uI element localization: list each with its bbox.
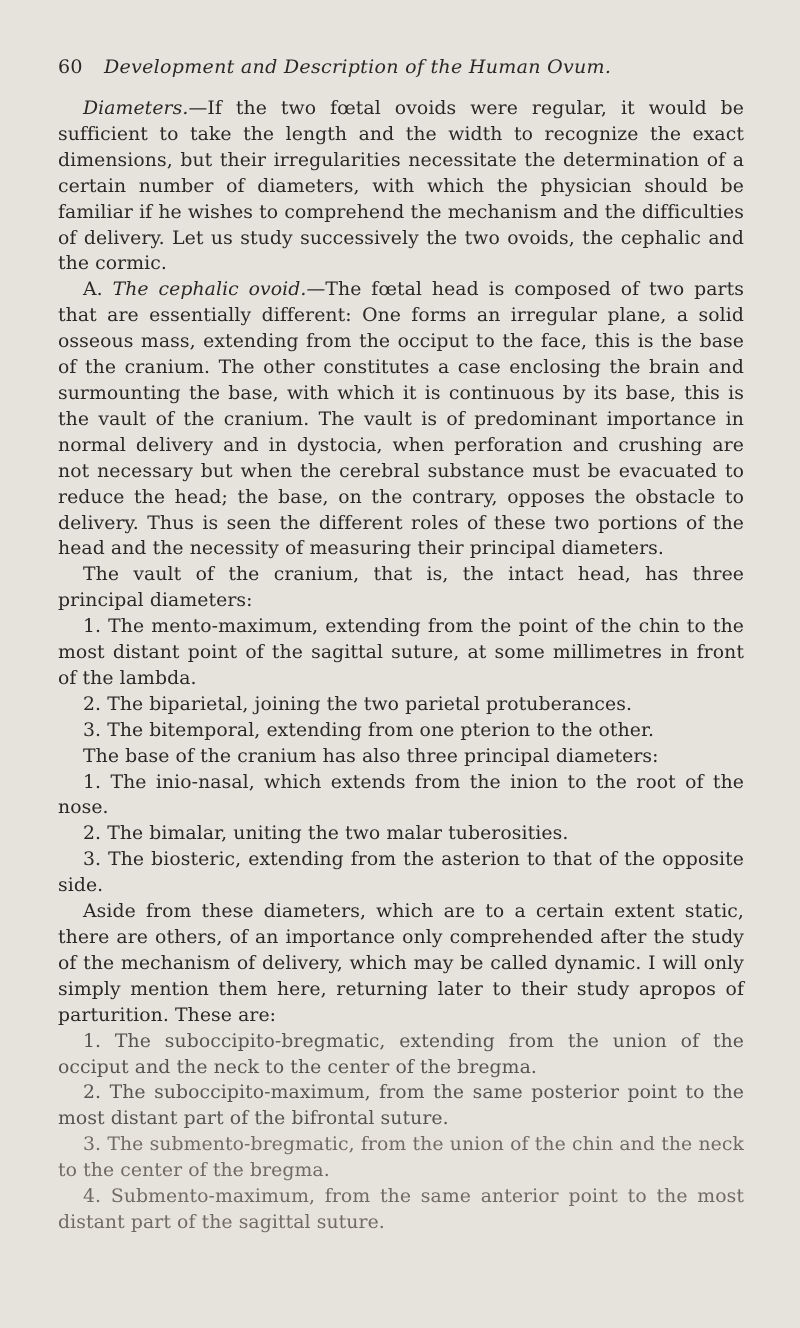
paragraph-dynamic-diameters: Aside from these diameters, which are to a certain extent static, there are others, of an importance only comprehended after the study of the mechanism of delivery, which may be called dynamic. I will only simply mention them here, returning later to their study apropos of parturition. These are: (58, 901, 744, 1026)
list-item: 1. The suboccipito-bregmatic, extending from the union of the occiput and the neck to the center of the bregma. (58, 1030, 744, 1078)
paragraph-vault-intro: The vault of the cranium, that is, the intact head, has three principal diameters: (58, 564, 744, 612)
list-item: 3. The bitemporal, extending from one pterion to the other. (83, 719, 655, 741)
list-item: 2. The suboccipito-maximum, from the same posterior point to the most distant part of the bifrontal suture. (58, 1082, 744, 1130)
paragraph-cephalic-ovoid (58, 277, 744, 562)
paragraph-diameters (58, 96, 744, 277)
paragraph-lead: Diameters. (83, 98, 189, 119)
list-item: 2. The bimalar, uniting the two malar tuberosities. (83, 823, 569, 845)
running-title: Development and Description of the Human Ovum. (104, 56, 612, 78)
running-head (58, 56, 744, 92)
page-body (58, 96, 744, 1236)
paragraph-base-intro: The base of the cranium has also three principal diameters: (83, 745, 659, 767)
paragraph-text: —The fœtal head is composed of two parts that are essentially different: One forms an irregular plane, a solid osseous mass, extending from the occiput to the face, this is the base of the cranium. The other constitutes a case enclosing the brain and surmounting the base, with which it is continuous by its base, this is the vault of the cranium. The vault is of predominant importance in normal delivery and in dystocia, when perforation and crushing are not necessary but when the cerebral substance must be evacuated to reduce the head; the base, on the contrary, opposes the obstacle to delivery. Thus is seen the different roles of these two portions of the head and the necessity of measuring their principal diameters. (58, 279, 744, 560)
paragraph-prefix: A. (83, 279, 113, 301)
list-item: 1. The mento-maximum, extending from the point of the chin to the most distant point of the sagittal suture, at some millimetres in front of the lambda. (58, 616, 744, 689)
list-item: 4. Submento-maximum, from the same anterior point to the most distant part of the sagittal suture. (58, 1186, 744, 1233)
list-item: 3. The submento-bregmatic, from the union of the chin and the neck to the center of the bregma. (58, 1134, 744, 1182)
list-item: 2. The biparietal, joining the two parietal protuberances. (83, 693, 633, 715)
paragraph-text: —If the two fœtal ovoids were regular, it would be sufficient to take the length and the width to recognize the exact dimensions, but their irregularities necessitate the determination of a certain number of diameters, with which the physician should be familiar if he wishes to comprehend the mechanism and the difficulties of delivery. Let us study successively the two ovoids, the cephalic and the cormic. (58, 98, 744, 275)
list-item: 3. The biosteric, extending from the asterion to that of the opposite side. (58, 849, 744, 897)
page-number: 60 (58, 56, 83, 78)
list-item: 1. The inio-nasal, which extends from the inion to the root of the nose. (58, 771, 744, 819)
paragraph-lead: The cephalic ovoid. (112, 279, 307, 301)
